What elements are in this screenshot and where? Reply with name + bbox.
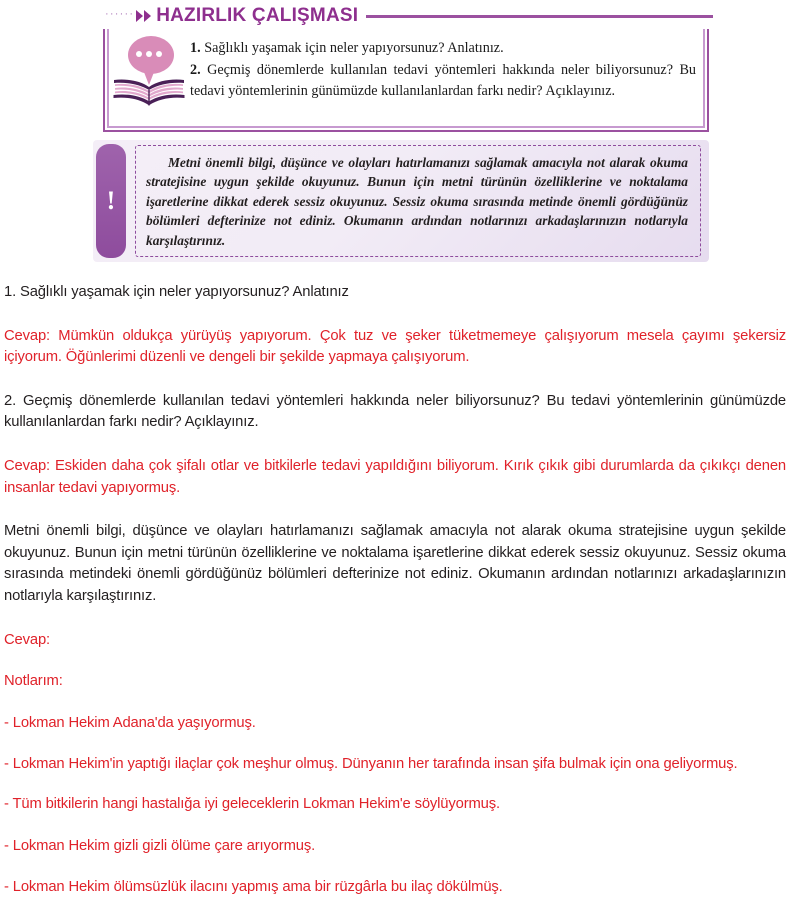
worksheet-note-item-2[interactable]: - Lokman Hekim'in yaptığı ilaçlar çok meşhur olmuş. Dünyanın her tarafında insan şifa bulmak için ona geliyormuş. [4,756,738,773]
prep-question-2-text: Geçmiş dönemlerde kullanılan tedavi yöntemleri hakkında neler biliyorsunuz? Bu tedavi yöntemlerinin günümüzde kullanılanlardan farkı nedir? Açıklayınız. [190,61,697,99]
worksheet-question-1: 1. Sağlıklı yaşamak için neler yapıyorsunuz? Anlatınız [4,284,349,300]
worksheet-note-item-4[interactable]: - Lokman Hekim gizli gizli ölüme çare arıyormuş. [4,837,316,854]
prep-question-2 [190,60,696,103]
chevron-right-icon-2 [144,10,151,22]
worksheet-note-item-1[interactable]: - Lokman Hekim Adana'da yaşıyormuş. [4,714,256,731]
open-book-icon [112,78,186,112]
prep-question-2-number: 2. [190,61,201,78]
worksheet-note-item-3[interactable]: - Tüm bitkilerin hangi hastalığa iyi geleceklerin Lokman Hekim'e söylüyormuş. [4,795,500,812]
speech-bubble-book-icon [112,36,186,116]
worksheet-notes-label: Notlarım: [4,673,63,690]
prep-question-1-number: 1. [190,40,201,56]
worksheet-answer-2[interactable]: Cevap: Eskiden daha çok şifalı otlar ve bitkilerle tedavi yapıldığını biliyorum. Kırık çıkık gibi durumlarda da çıkıkçı denen insanlar tedavi yapıyormuş. [4,457,786,496]
prep-question-1 [190,38,696,60]
worksheet [0,282,794,899]
prep-question-1-text: Sağlıklı yaşamak için neler yapıyorsunuz? Anlatınız. [204,40,504,56]
chevron-right-icon-1 [136,10,143,22]
prep-question-list [190,38,696,103]
note-panel [93,140,709,262]
worksheet-instruction: Metni önemli bilgi, düşünce ve olayları hatırlamanızı sağlamak amacıyla not alarak okuma stratejisine uygun şekilde okuyunuz. Bunun için metni türünün özelliklerine ve noktalama işaretlerine dikkat ederek sessiz okuyunuz. Sessiz okuma sırasında metindeki önemli gördüğünüz bölümleri defterinize not ediniz. Okumanın ardından notlarınızı arkadaşlarınızın notlarıyla karşılaştırınız. [4,523,786,604]
note-panel-text: Metni önemli bilgi, düşünce ve olayları hatırlamanızı sağlamak amacıyla not alarak okuma stratejisine uygun şekilde okuyunuz. Bunun için metni türünün özelliklerine ve noktalama işaretlerine dikkat ederek sessiz okuyunuz. Sessiz okuma sırasında metinde önemli gördüğünüz bölümleri defterinize not ediniz. Okumanın ardından notlarınızı arkadaşlarınızın notlarıyla karşılaştırınız. [146,155,688,248]
worksheet-answer-1[interactable]: Cevap: Mümkün oldukça yürüyüş yapıyorum. Çok tuz ve şeker tüketmemeye çalışıyorum mesela çayımı şekersiz içiyorum. Öğünlerimi düzenli ve dengeli bir şekilde yapmaya çalışıyorum. [4,327,786,366]
prep-panel-title: HAZIRLIK ÇALIŞMASI [156,5,359,26]
worksheet-answer-3-label: Cevap: [4,631,50,648]
exclamation-icon [96,144,126,258]
prep-panel-header [103,3,713,29]
title-rule [366,15,713,18]
exclamation-mark: ! [106,186,116,215]
note-panel-box [135,145,701,257]
worksheet-note-item-5[interactable]: - Lokman Hekim ölümsüzlük ilacını yapmış ama bir rüzgârla bu ilaç dökülmüş. [4,879,503,896]
worksheet-question-2: 2. Geçmiş dönemlerde kullanılan tedavi yöntemleri hakkında neler biliyorsunuz? Bu tedavi yöntemlerinin günümüzde kullanılanlardan farkı nedir? Açıklayınız. [4,392,786,431]
speech-bubble-dots [136,51,162,57]
leader-dots: ······ [105,8,135,20]
